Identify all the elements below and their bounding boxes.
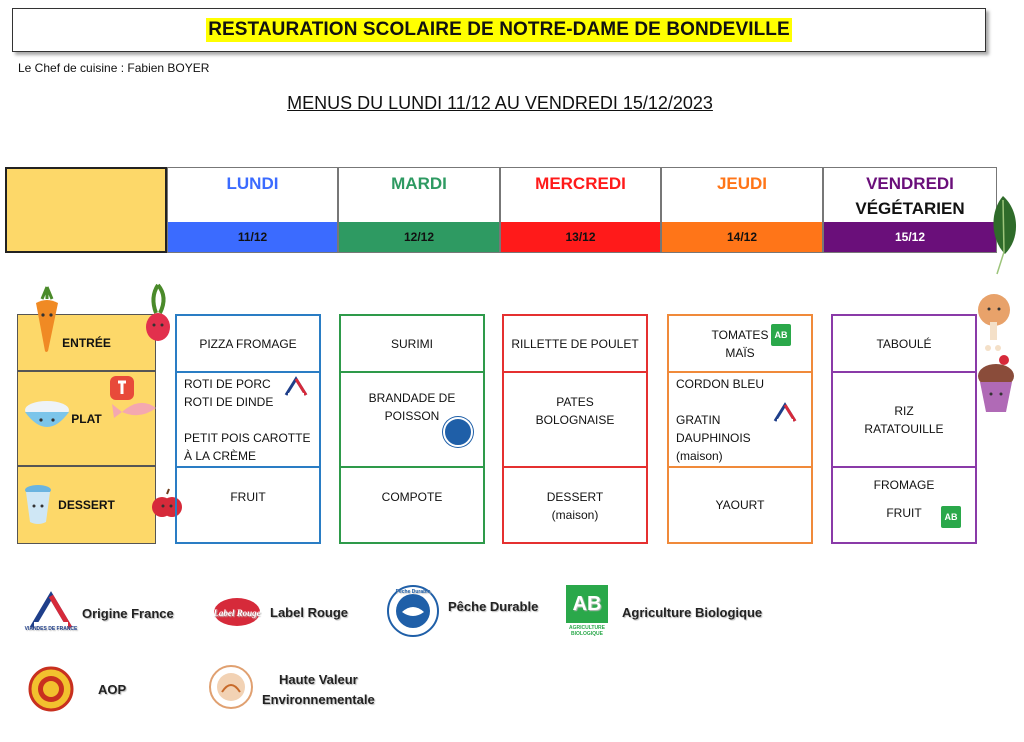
day-name: VENDREDI [866,174,954,193]
dish: (maison) [676,448,723,463]
label-rouge-icon [212,592,262,632]
dish: BOLOGNAISE [535,413,615,427]
dish: POISSON [384,409,440,423]
dish: DESSERT [546,490,604,504]
dish: YAOURT [715,498,765,512]
legend-hve [208,664,375,710]
entree-cell [504,316,646,373]
day-date: 12/12 [339,222,499,252]
entree-cell [177,316,319,373]
dish: RATATOUILLE [864,421,944,436]
plat-cell [669,373,811,468]
dish: ROTI DE PORC [184,376,271,391]
dessert-cell [669,468,811,542]
entree-cell [833,316,975,373]
page-title: RESTAURATION SCOLAIRE DE NOTRE-DAME DE BONDEVILLE [208,19,790,40]
day-header-vendredi [823,167,997,253]
dish: PATES [556,395,594,409]
entree-cell [669,316,811,373]
day-date: 14/12 [662,222,822,252]
day-header-mercredi [500,167,661,253]
leaf-icon [983,192,1023,277]
day-header-mardi [338,167,500,253]
day-header-lundi [167,167,338,253]
day-name: MARDI [391,174,447,193]
legend-label: Origine France [82,605,174,621]
legend-label: Agriculture Biologique [622,604,763,620]
day-name: JEUDI [716,174,768,193]
legend-aop [28,666,126,712]
row-label-plat: PLAT [17,371,156,466]
carrot-icon [30,283,64,353]
viandes-de-france-icon [773,401,797,425]
dish: TABOULÉ [876,336,932,351]
dish: MAÏS [725,345,755,360]
legend-agriculture-biologique [566,585,762,639]
legend-label-group [262,670,375,710]
cupcake-icon [976,352,1016,414]
day-date: 13/12 [501,222,660,252]
label-rouge-text: Label Rouge [213,608,261,618]
ab-icon [566,585,608,639]
ab-icon: AB [941,506,961,528]
dish: RIZ [894,403,914,418]
day-date: 15/12 [824,222,996,252]
legend-label: AOP [98,681,127,697]
viandes-de-france-icon [284,375,308,399]
plat-cell [833,373,975,468]
dessert-cell [177,468,319,526]
entree-cell [341,316,483,373]
dish: RILLETTE DE POULET [511,336,639,351]
meat-fish-icon [104,372,162,424]
menu-column-vendredi [831,314,977,544]
drumstick-icon [974,292,1014,350]
dish: BRANDADE DE [368,391,456,405]
dessert-cell [504,468,646,526]
hve-icon [208,664,254,710]
dish: PETIT POIS CAROTTE [184,430,311,445]
legend-label: Environnementale [262,692,375,707]
peche-durable-icon [443,417,473,447]
ab-icon: AB [771,324,791,346]
peche-durable-icon [386,584,440,638]
week-title: MENUS DU LUNDI 11/12 AU VENDREDI 15/12/2023 [287,93,713,113]
plat-cell [504,373,646,468]
yogurt-icon [22,482,54,526]
dish: FRUIT [886,506,922,520]
day-name: MERCREDI [535,174,626,193]
day-date: 11/12 [168,222,337,252]
day-name: LUNDI [226,174,279,193]
viandes-de-france-icon [24,590,78,636]
dish: À LA CRÈME [184,448,257,463]
plat-cell [341,373,483,468]
dish: ROTI DE DINDE [184,394,274,409]
dessert-cell [341,468,483,526]
ab-logo-text: AB [566,585,608,623]
legend-label: Label Rouge [270,604,349,620]
title-box [12,8,986,52]
menu-column-jeudi [667,314,813,544]
dish: GRATIN [676,412,721,427]
row-label-dessert: DESSERT [17,466,156,544]
dish: PIZZA FROMAGE [199,336,297,351]
day-header-jeudi [661,167,823,253]
vf-text: VIANDES DE FRANCE [24,626,78,632]
menu-column-mercredi [502,314,648,544]
legend-label-rouge [212,592,348,632]
rice-bowl-icon [22,396,72,436]
legend-label: Haute Valeur [278,672,358,687]
plat-cell [177,373,319,468]
day-subtitle: VÉGÉTARIEN [855,199,965,218]
dish: DAUPHINOIS [676,430,751,445]
menu-column-mardi [339,314,485,544]
menu-column-lundi [175,314,321,544]
dish: COMPOTE [381,490,443,504]
chef-line: Le Chef de cuisine : Fabien BOYER [18,61,210,75]
dish: FROMAGE [873,478,935,492]
dish: TOMATES [711,327,769,342]
dish: (maison) [551,508,599,522]
dessert-cell [833,468,975,542]
legend-peche-durable [386,584,538,638]
legend-label: Pêche Durable [448,598,539,614]
legend-origine-france [24,590,174,636]
aop-icon [28,666,74,712]
ab-logo-sub: AGRICULTURE BIOLOGIQUE [568,625,605,637]
dish: FRUIT [230,490,266,504]
radish-icon [140,283,176,349]
dish: SURIMI [391,336,433,351]
peche-text: Pêche Durable [395,589,431,595]
dish: CORDON BLEU [676,376,765,391]
header-corner [5,167,167,253]
row-label-entree: ENTRÉE [17,314,156,371]
